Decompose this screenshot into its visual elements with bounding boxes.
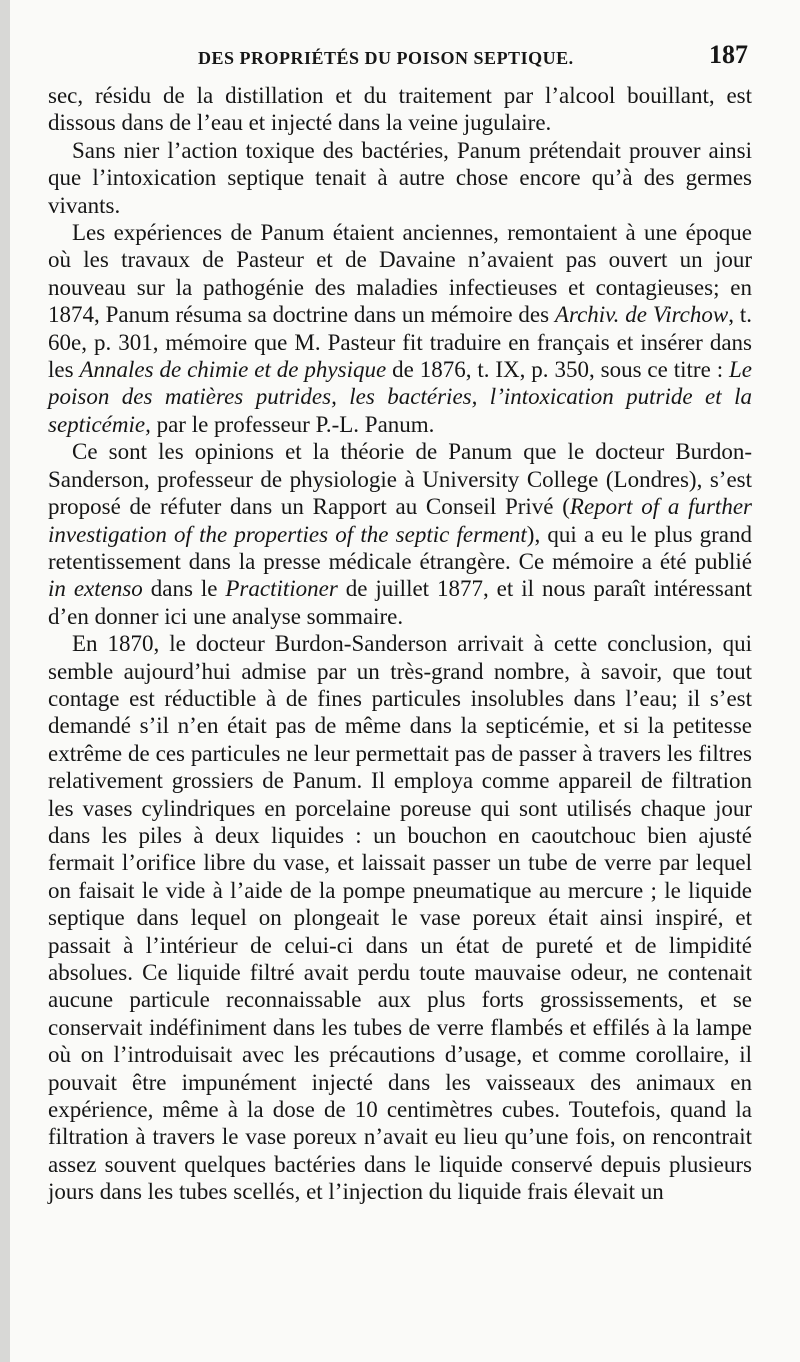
paragraph-3 — [48, 219, 752, 438]
page-edge-shadow — [0, 0, 10, 1362]
body-text — [48, 82, 752, 1206]
paragraph-3-text-2: , t. 60e, p. 301, mémoire que M. Pasteur fit traduire en français et insérer dans les — [48, 302, 753, 383]
paragraph-4-text-1: Ce sont les opinions et la théorie de Panum que le docteur Burdon-Sanderson, professeur de physiologie à University College (Londres), s’est proposé de réfuter dans un Rapport au Conseil Privé ( — [48, 439, 752, 520]
paragraph-3-text-4: par le professeur P.-L. Panum. — [150, 411, 435, 437]
citation-practitioner: Practitioner — [225, 576, 338, 602]
citation-archiv-virchow: Archiv. de Virchow — [554, 302, 729, 328]
paragraph-3-text-3: de 1876, t. IX, p. 350, sous ce titre : — [386, 357, 729, 383]
running-title: DES PROPRIÉTÉS DU POISON SEPTIQUE. — [198, 48, 574, 68]
paragraph-2: Sans nier l’action toxique des bactéries, Panum prétendait prouver ainsi que l’intoxication septique tenait à autre chose encore qu’à des germes vivants. — [48, 137, 752, 218]
paragraph-4-text-3: dans le — [142, 576, 226, 602]
paragraph-1: sec, résidu de la distillation et du traitement par l’alcool bouillant, est dissous dans de l’eau et injecté dans la veine jugulaire. — [48, 83, 752, 136]
paragraph-3-text-1: Les expériences de Panum étaient anciennes, remontaient à une époque où les travaux de Pasteur et de Davaine n’avaient pas ouvert un jour nouveau sur la pathogénie des maladies infectieuses et contagieuses; en 1874, Panum résuma sa doctrine dans un mémoire des — [48, 220, 752, 328]
paragraph-5: En 1870, le docteur Burdon-Sanderson arrivait à cette conclusion, qui semble aujourd’hui admise par un très-grand nombre, à savoir, que tout contage est réductible à de fines particules insolubles dans l’eau; il s’est demandé s’il n’en était pas de même dans la septicémie, et si la petitesse extrême de ces particules ne leur permettait pas de passer à travers les filtres relativement grossiers de Panum. Il employa comme appareil de filtration les vases cylindriques en porcelaine poreuse qui sont utilisés chaque jour dans les piles à deux liquides : un bouchon en caoutchouc bien ajusté fermait l’orifice libre du vase, et laissait passer un tube de verre par lequel on faisait le vide à l’aide de la pompe pneumatique au mercure ; le liquide septique dans lequel on plongeait le vase poreux était ainsi inspiré, et passait à l’intérieur de celui-ci dans un état de pureté et de limpidité absolues. Ce liquide filtré avait perdu toute mauvaise odeur, ne contenait aucune particule reconnaissable aux plus forts grossissements, et se conservait indéfiniment dans les tubes de verre flambés et effilés à la lampe où on l’introduisait avec les précautions d’usage, et comme corollaire, il pouvait être impunément injecté dans les vaisseaux des animaux en expérience, même à la dose de 10 centimètres cubes. Toutefois, quand la filtration à travers le vase poreux n’avait eu lieu qu’une fois, on rencontrait assez souvent quelques bactéries dans le liquide conservé depuis plusieurs jours dans les tubes scellés, et l’injection du liquide frais élevait un — [48, 631, 752, 1205]
paragraph-4 — [48, 438, 752, 630]
page-number: 187 — [709, 40, 748, 69]
page-header — [48, 40, 752, 74]
paragraph-4-text-2: ), qui a eu le plus grand retentissement dans la presse médicale étrangère. Ce mémoire a été publié — [48, 521, 752, 574]
citation-report-title: Report of a further investigation of the properties of the septic ferment — [48, 494, 752, 547]
paragraph-4-text-4: de juillet 1877, et il nous paraît intéressant d’en donner ici une analyse sommaire. — [48, 576, 752, 629]
citation-annales-chimie: Annales de chimie et de physique — [79, 357, 387, 383]
phrase-in-extenso: in extenso — [48, 576, 143, 602]
citation-poison-title: Le poison des matières putrides, les bactéries, l’intoxication putride et la septicémie, — [48, 357, 752, 437]
